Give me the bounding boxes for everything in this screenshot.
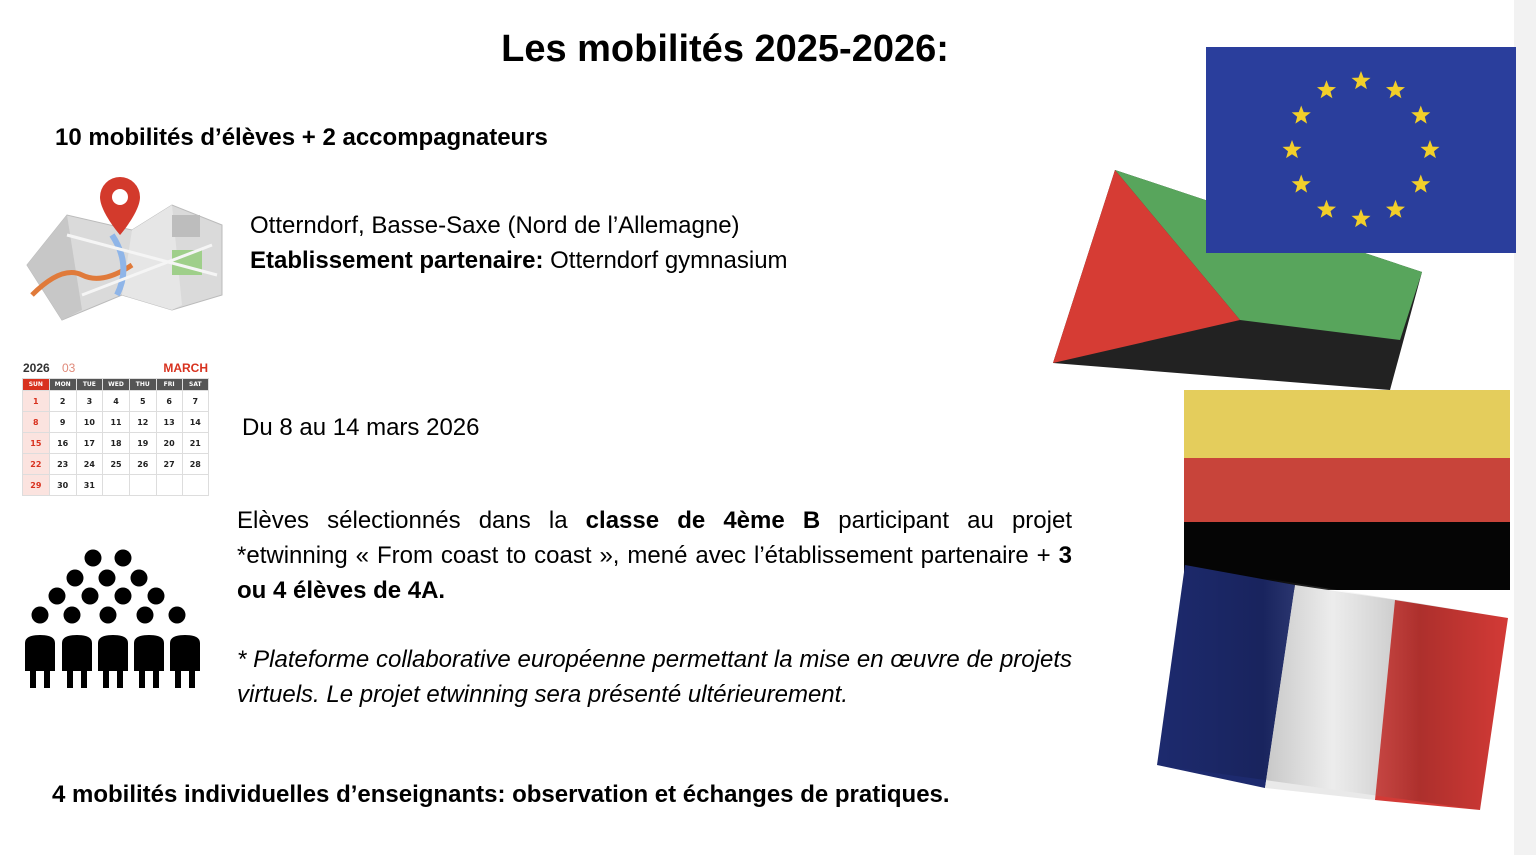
- selection-part1: Elèves sélectionnés dans la: [237, 507, 586, 534]
- calendar-day-header: MON: [49, 379, 76, 391]
- calendar-date: 15: [23, 433, 50, 454]
- calendar-date: 13: [156, 412, 182, 433]
- calendar-date: 8: [23, 412, 50, 433]
- person-shape: [137, 607, 154, 624]
- people-icon: [20, 548, 205, 690]
- person-shape: [134, 635, 164, 688]
- france-flag: [1157, 565, 1508, 810]
- calendar-date: 2: [49, 391, 76, 412]
- flags-collage: [1050, 40, 1520, 820]
- calendar-day-header: TUE: [76, 379, 102, 391]
- calendar-date: 4: [103, 391, 130, 412]
- person-shape: [25, 635, 55, 688]
- selection-bold2: 3 ou 4 élèves de 4A.: [237, 542, 1072, 604]
- calendar-date: 6: [156, 391, 182, 412]
- selection-part2: participant au projet *etwinning « From coast to coast », mené avec l’établissement partenaire +: [237, 507, 1072, 569]
- person-shape: [67, 570, 84, 587]
- teachers-mobility: 4 mobilités individuelles d’enseignants: observation et échanges de pratiques.: [52, 781, 950, 808]
- calendar-date: 30: [49, 475, 76, 496]
- students-heading: 10 mobilités d’élèves + 2 accompagnateurs: [55, 124, 548, 151]
- calendar-month: MARCH: [163, 361, 208, 375]
- calendar-date: 20: [156, 433, 182, 454]
- calendar-day-header: FRI: [156, 379, 182, 391]
- person-shape: [99, 570, 116, 587]
- calendar-date: 7: [182, 391, 208, 412]
- calendar-date: 31: [76, 475, 102, 496]
- calendar-date: 23: [49, 454, 76, 475]
- partner-value: Otterndorf gymnasium: [543, 247, 788, 274]
- calendar-date: 18: [103, 433, 130, 454]
- calendar-date: 25: [103, 454, 130, 475]
- calendar-date: 17: [76, 433, 102, 454]
- eu-flag: [1206, 47, 1516, 253]
- calendar-date: 10: [76, 412, 102, 433]
- person-shape: [170, 635, 200, 688]
- person-shape: [115, 550, 132, 567]
- footnote: [237, 642, 1072, 712]
- calendar-date: [182, 475, 208, 496]
- calendar-day-header: WED: [103, 379, 130, 391]
- person-shape: [32, 607, 49, 624]
- calendar-day-header: SUN: [23, 379, 50, 391]
- calendar-date: 12: [130, 412, 157, 433]
- calendar-date: 29: [23, 475, 50, 496]
- selection-bold1: classe de 4ème B: [585, 507, 821, 534]
- calendar-date: 14: [182, 412, 208, 433]
- calendar-date: [130, 475, 157, 496]
- calendar-month-number: 03: [62, 361, 76, 375]
- calendar-day-header: SAT: [182, 379, 208, 391]
- map-pin-icon: [22, 175, 227, 325]
- germany-flag: [1184, 390, 1510, 590]
- calendar-date: 28: [182, 454, 208, 475]
- footnote-text: * Plateforme collaborative européenne permettant la mise en œuvre de projets virtuels. Le projet etwinning sera présenté ultérieurement.: [237, 646, 1072, 708]
- calendar-date: 19: [130, 433, 157, 454]
- calendar-date: 24: [76, 454, 102, 475]
- calendar-icon: [22, 360, 209, 506]
- person-shape: [85, 550, 102, 567]
- partner-label: Etablissement partenaire:: [250, 247, 544, 274]
- person-shape: [131, 570, 148, 587]
- calendar-date: 5: [130, 391, 157, 412]
- person-shape: [64, 607, 81, 624]
- calendar-date: 1: [23, 391, 50, 412]
- person-shape: [148, 588, 165, 605]
- calendar-date: [156, 475, 182, 496]
- person-shape: [169, 607, 186, 624]
- partner-line: [250, 247, 788, 275]
- selection-paragraph: [237, 503, 1072, 608]
- calendar-date: 27: [156, 454, 182, 475]
- location-line: Otterndorf, Basse-Saxe (Nord de l’Allemagne): [250, 212, 740, 239]
- calendar-date: 16: [49, 433, 76, 454]
- person-shape: [98, 635, 128, 688]
- calendar-date: 3: [76, 391, 102, 412]
- dates-text: Du 8 au 14 mars 2026: [242, 414, 480, 441]
- calendar-date: 11: [103, 412, 130, 433]
- person-shape: [100, 607, 117, 624]
- person-shape: [62, 635, 92, 688]
- calendar-date: 26: [130, 454, 157, 475]
- calendar-date: 9: [49, 412, 76, 433]
- person-shape: [115, 588, 132, 605]
- calendar-day-header: THU: [130, 379, 157, 391]
- calendar-year: 2026: [23, 361, 50, 375]
- person-shape: [82, 588, 99, 605]
- calendar-date: 22: [23, 454, 50, 475]
- calendar-grid: [22, 378, 209, 496]
- page-title: Les mobilités 2025-2026:: [501, 28, 949, 70]
- person-shape: [49, 588, 66, 605]
- calendar-date: 21: [182, 433, 208, 454]
- calendar-date: [103, 475, 130, 496]
